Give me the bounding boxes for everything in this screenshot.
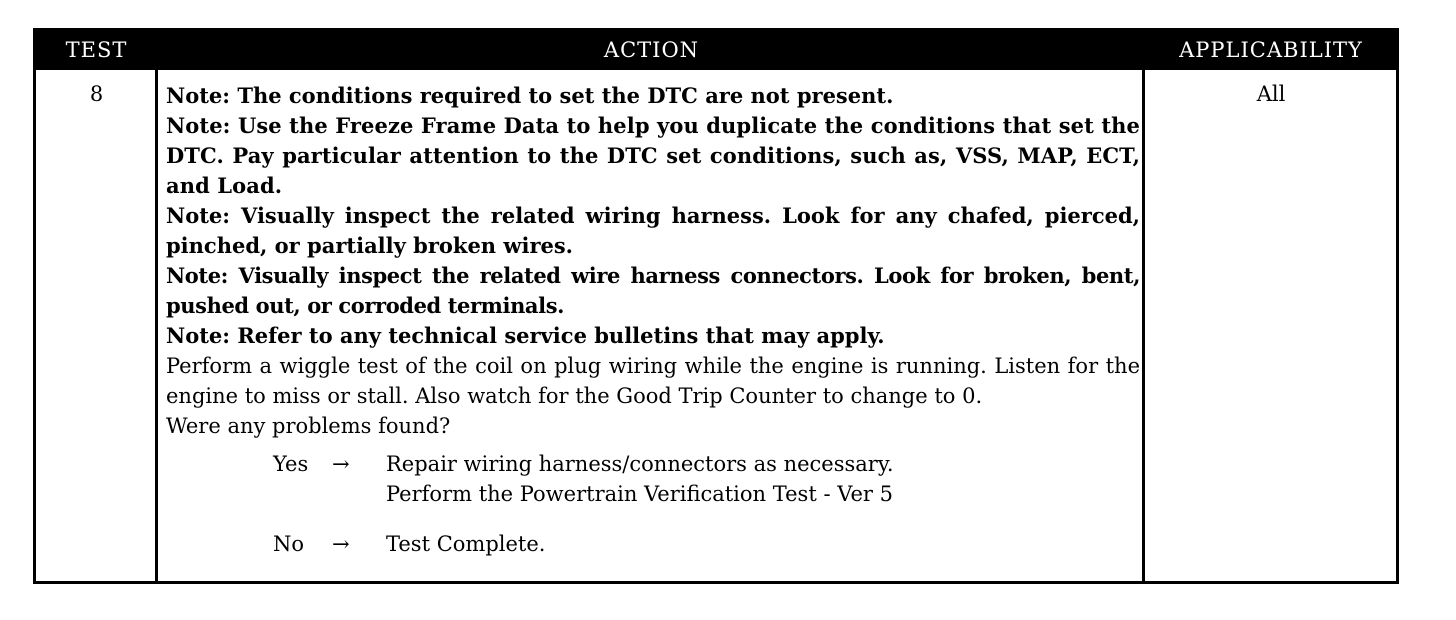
header-action: ACTION bbox=[603, 38, 700, 62]
right-arrow-icon: → bbox=[332, 452, 350, 476]
yes-label: Yes bbox=[273, 452, 309, 476]
no-result bbox=[166, 529, 1140, 559]
applicability-value: All bbox=[1256, 82, 1286, 106]
instruction-text: Perform a wiggle test of the coil on plug wiring while the engine is running. Listen for the engine to miss or stall. Also watch for the Good Trip Counter to change to 0. bbox=[166, 354, 1140, 408]
note-5: Note: Refer to any technical service bulletins that may apply. bbox=[166, 323, 885, 348]
yes-action-line-1: Repair wiring harness/connectors as necessary. bbox=[386, 452, 894, 476]
note-2: Note: Use the Freeze Frame Data to help you duplicate the conditions that set the DTC. Pay particular attention to the DTC set conditions, such as, VSS, MAP, ECT, and Load. bbox=[166, 113, 1140, 198]
yes-result-line-2 bbox=[166, 479, 1140, 509]
table-header bbox=[36, 31, 1396, 70]
question-text: Were any problems found? bbox=[166, 414, 451, 438]
yes-action-line-2: Perform the Powertrain Verification Test - Ver 5 bbox=[386, 482, 893, 506]
no-action-line-1: Test Complete. bbox=[386, 532, 546, 556]
header-test: TEST bbox=[65, 38, 128, 62]
note-3: Note: Visually inspect the related wiring harness. Look for any chafed, pierced, pinched, or partially broken wires. bbox=[166, 203, 1140, 258]
column-divider-1 bbox=[155, 70, 158, 581]
yes-result bbox=[166, 449, 1140, 479]
right-arrow-icon: → bbox=[332, 532, 350, 556]
header-applicability: APPLICABILITY bbox=[1179, 38, 1363, 62]
column-divider-2 bbox=[1142, 70, 1145, 581]
test-number: 8 bbox=[89, 82, 104, 106]
diagnostic-table bbox=[33, 28, 1399, 584]
note-4: Note: Visually inspect the related wire harness connectors. Look for broken, bent, pushed out, or corroded terminals. bbox=[166, 263, 1140, 318]
no-label: No bbox=[273, 532, 305, 556]
note-1: Note: The conditions required to set the DTC are not present. bbox=[166, 83, 894, 108]
action-cell bbox=[166, 81, 1140, 559]
